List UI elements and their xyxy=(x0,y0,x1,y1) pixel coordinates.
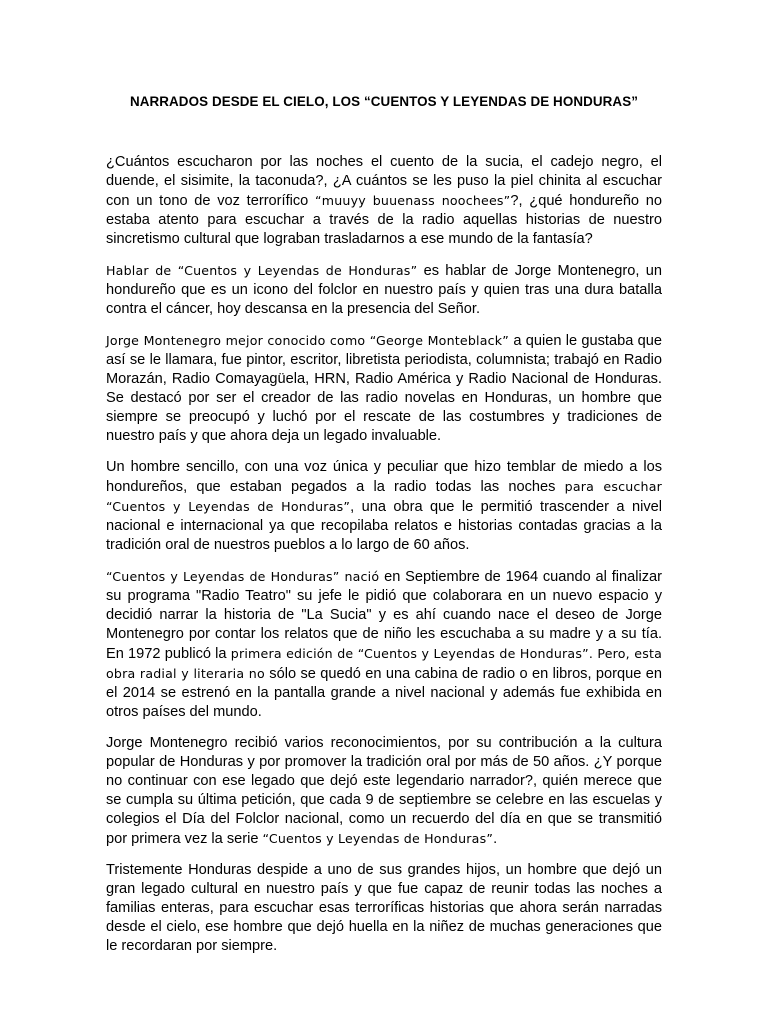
paragraph-3-text: a quien le gustaba que así se le llamara, fue pintor, escritor, libretista periodista, columnista; trabajó en Radio Morazán, Radio Comayagüela, HRN, Radio América y Radio Nacional de Honduras. Se destacó por ser el creador de las radio novelas en Honduras, un hombre que siempre se preocupó y luchó por el rescate de las costumbres y tradiciones de nuestro país y que ahora deja un legado invaluable. xyxy=(106,333,662,444)
paragraph-2-lead: Hablar de “Cuentos y Leyendas de Honduras” xyxy=(106,263,418,278)
paragraph-5-quote: primera edición de “Cuentos y Leyendas de Honduras”. Pero, esta obra radial y literaria no xyxy=(106,646,663,681)
paragraph-3 xyxy=(106,331,662,446)
paragraph-1-text-a: ¿Cuántos escucharon por las noches el cuento de la sucia, el cadejo negro, el duende, el sisimite, la taconuda?, ¿A cuántos se les puso la piel chinita al escuchar con un tono de voz terrorífico xyxy=(106,154,662,209)
paragraph-5-lead: “Cuentos y Leyendas de Honduras” nació xyxy=(106,569,380,584)
paragraph-4-text-a: Un hombre sencillo, con una voz única y peculiar que hizo temblar de miedo a los hondureños, que estaban pegados a la radio todas las noches xyxy=(106,459,662,495)
paragraph-1-quote: “muuyy buuenass noochees” xyxy=(315,193,511,208)
paragraph-4-text-c: , una obra que le permitió trascender a nivel nacional e internacional ya que recopilaba relatos e historias contadas gracias a la tradición oral de nuestros pueblos a lo largo de 60 años. xyxy=(106,499,662,553)
paragraph-1 xyxy=(106,153,662,249)
paragraph-4-quote: para escuchar “Cuentos y Leyendas de Honduras” xyxy=(106,479,662,514)
paragraph-6-quote: “Cuentos y Leyendas de Honduras” xyxy=(262,831,494,846)
paragraph-1-text-c: ?, ¿qué hondureño no estaba atento para escuchar a través de la radio aquellas historias de nuestro sincretismo cultural que lograban trasladarnos a ese mundo de la fantasía? xyxy=(106,193,662,247)
paragraph-4 xyxy=(106,458,662,555)
document-title: NARRADOS DESDE EL CIELO, LOS “CUENTOS Y LEYENDAS DE HONDURAS” xyxy=(129,94,639,109)
paragraph-2 xyxy=(106,261,662,319)
paragraph-7: Tristemente Honduras despide a uno de sus grandes hijos, un hombre que dejó un gran legado cultural en nuestro país y que fue capaz de reunir todas las noches a familias enteras, para escuchar esas terroríficas historias que ahora serán narradas desde el cielo, ese hombre que dejó huella en la niñez de muchas generaciones que le recordaran por siempre. xyxy=(106,862,662,954)
paragraph-6-text-a: Jorge Montenegro recibió varios reconocimientos, por su contribución a la cultura popular de Honduras y por promover la tradición oral por más de 50 años. ¿Y porque no continuar con ese legado que dejó este legendario narrador?, quién merece que se cumpla su última petición, que cada 9 de septiembre se celebre en las escuelas y colegios el Día del Folclor nacional, como un recuerdo del día en que se transmitió por primera vez la serie xyxy=(106,735,662,847)
paragraph-3-lead: Jorge Montenegro mejor conocido como “George Monteblack” xyxy=(106,333,510,348)
paragraph-2-text: es hablar de Jorge Montenegro, un hondureño que es un icono del folclor en nuestro país y quien tras una dura batalla contra el cáncer, hoy descansa en la presencia del Señor. xyxy=(106,263,662,317)
paragraph-5-text-b: en Septiembre de 1964 cuando al finalizar su programa "Radio Teatro" su jefe le pidió que colaborara en un nuevo espacio y decidió narrar la historia de "La Sucia" y es ahí cuando nace el deseo de Jorge Montenegro por contar los relatos que de niño les escuchaba a su madre y a su tía. En 1972 publicó la xyxy=(106,569,662,662)
paragraph-6-text-c: . xyxy=(493,831,498,847)
paragraph-5 xyxy=(106,567,662,722)
document-body xyxy=(106,153,662,968)
paragraph-6 xyxy=(106,734,662,849)
paragraph-5-text-d: sólo se quedó en una cabina de radio o en libros, porque en el 2014 se estrenó en la pantalla grande a nivel nacional y además fue exhibida en otros países del mundo. xyxy=(106,666,662,720)
